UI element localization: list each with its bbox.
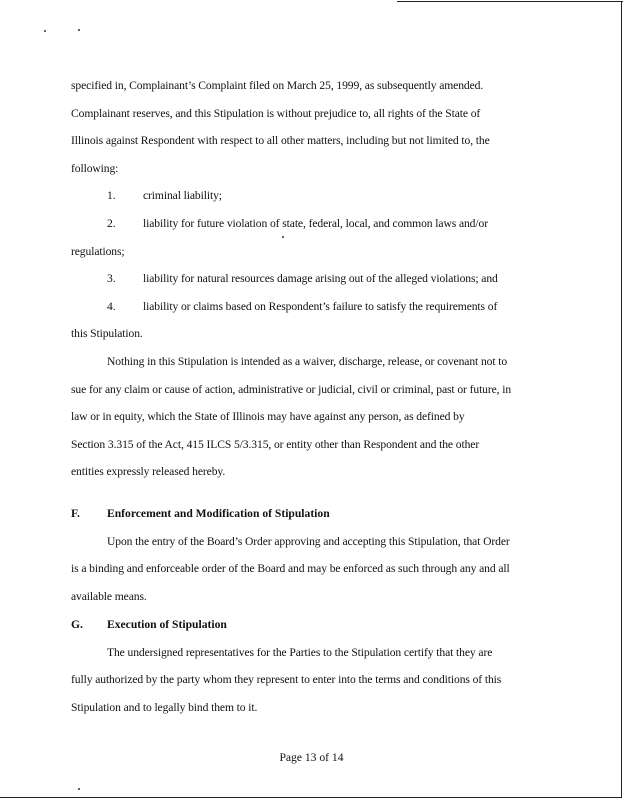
list-number: 4. [107,300,116,313]
text-line: Nothing in this Stipulation is intended as a waiver, discharge, release, or covenant not to [107,355,508,368]
scan-border-top [397,1,623,2]
list-item-continuation: this Stipulation. [71,327,143,340]
section-g-title: Execution of Stipulation [107,618,227,631]
list-number: 2. [107,217,116,230]
scan-speck [78,788,80,790]
text-line: available means. [71,590,147,603]
text-line: is a binding and enforceable order of the Board and may be enforced as such through any and all [71,562,510,575]
list-item: liability or claims based on Respondent’s failure to satisfy the requirements of [143,300,498,313]
page-number: Page 13 of 14 [279,751,344,764]
text-line: following: [71,162,119,175]
text-line: Complainant reserves, and this Stipulation is without prejudice to, all rights of the State of [71,107,481,120]
text-line: specified in, Complainant’s Complaint filed on March 25, 1999, as subsequently amended. [71,79,484,92]
list-number: 3. [107,272,116,285]
text-line: Upon the entry of the Board’s Order approving and accepting this Stipulation, that Order [107,535,510,548]
list-item: liability for natural resources damage arising out of the alleged violations; and [143,272,498,285]
list-item: criminal liability; [143,189,222,202]
list-item-continuation: regulations; [71,245,125,258]
text-line: Illinois against Respondent with respect to all other matters, including but not limited to, the [71,134,490,147]
scan-border-bottom [0,797,622,798]
section-g-letter: G. [71,618,83,631]
text-line: The undersigned representatives for the Parties to the Stipulation certify that they are [107,646,493,659]
section-f-letter: F. [71,507,80,520]
scan-speck [282,236,284,238]
scan-border-right [621,1,622,798]
scan-speck [78,29,80,31]
text-line: Section 3.315 of the Act, 415 ILCS 5/3.315, or entity other than Respondent and the other [71,438,480,451]
text-line: sue for any claim or cause of action, administrative or judicial, civil or criminal, past or future, in [71,383,512,396]
text-line: law or in equity, which the State of Illinois may have against any person, as defined by [71,410,465,423]
list-item: liability for future violation of state, federal, local, and common laws and/or [143,217,488,230]
text-line: fully authorized by the party whom they represent to enter into the terms and conditions of this [71,673,502,686]
list-number: 1. [107,189,116,202]
text-line: Stipulation and to legally bind them to it. [71,701,258,714]
scan-speck [44,30,46,32]
text-line: entities expressly released hereby. [71,465,226,478]
section-f-title: Enforcement and Modification of Stipulation [107,507,330,520]
